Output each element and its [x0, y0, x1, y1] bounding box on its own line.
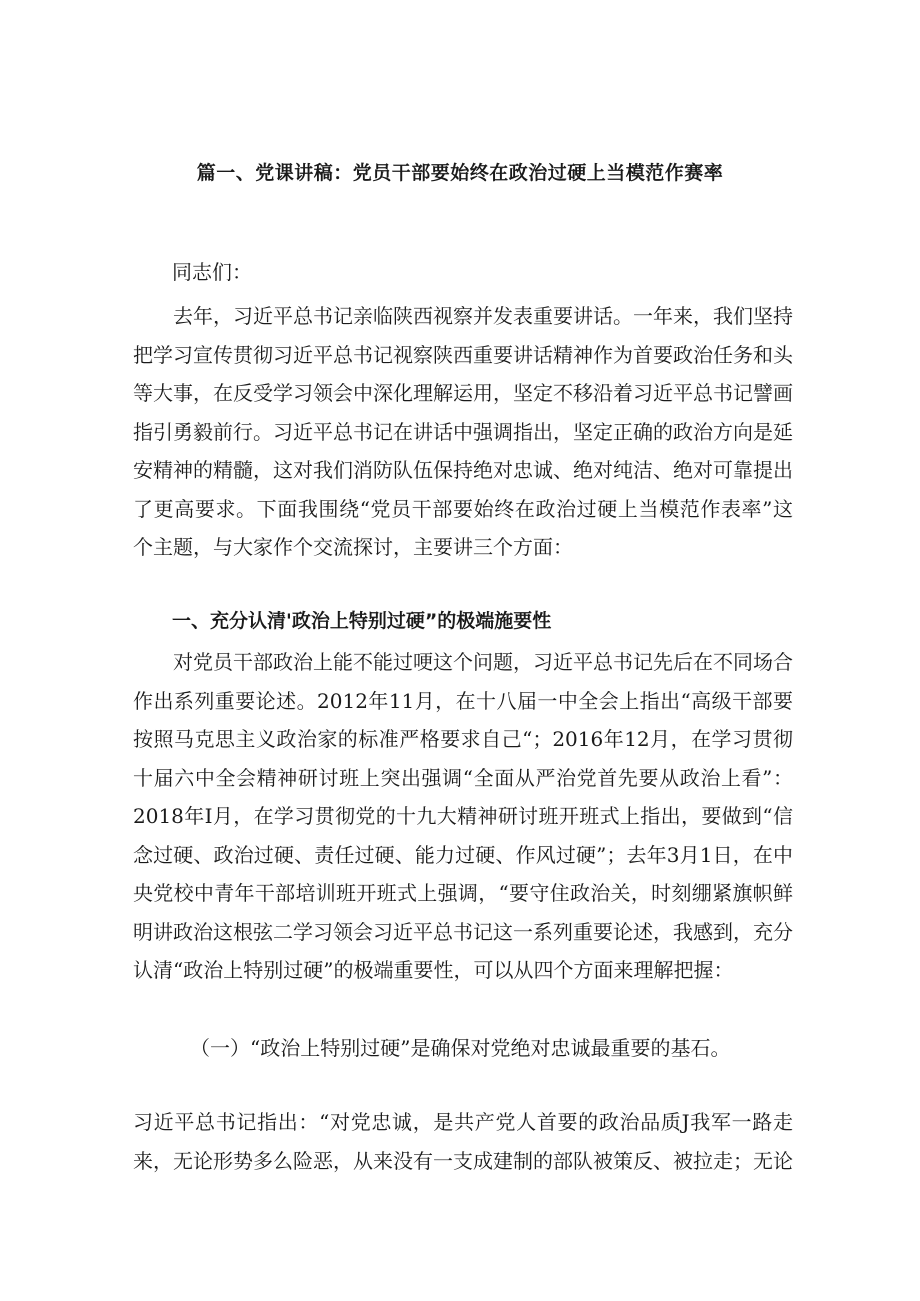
- paragraph-subsection-1: 习近平总书记指出：“对党忠诚，是共产党人首要的政治品质J我军一路走来，无论形势多么险恶，从来没有一支成建制的部队被策反、被拉走；无论: [133, 1110, 793, 1173]
- paragraph-intro: 去年，习近平总书记亲临陕西视察并发表重要讲话。一年来，我们坚持把学习宣传贯彻习近平总书记视察陕西重要讲话精神作为首要政治任务和头等大事，在反受学习领会中深化理解运用，坚定不移沿着习近平总书记譬画指引勇毅前行。习近平总书记在讲话中强调指出，坚定正确的政治方向是延安精神的精髓，这对我们消防队伍保持绝对忠诚、绝对纯洁、绝对可靠提出了更高要求。下面我围绕“党员干部要始终在政治过硬上当模范作表率”这个主题，与大家作个交流探讨，主要讲三个方面：: [133, 304, 793, 559]
- document-title: 篇一、党课讲稿：党员干部要始终在政治过硬上当模范作赛率: [196, 162, 724, 184]
- section-heading-1: 一、充分认清'政治上特别过硬”的极端施要性: [172, 610, 552, 632]
- paragraph-section-1: 对党员干部政治上能不能过哽这个问题，习近平总书记先后在不同场合作出系列重要论述。2012年11月，在十八届一中全会上指出“高级干部要按照马克思主义政治家的标准严格要求自己“；2016年12月，在学习贯彻十届六中全会精神研讨班上突出强调“全面从严治党首先要从政治上看”：2018年I月，在学习贯彻党的十九大精神研讨班开班式上指出，要做到“信念过硬、政治过硬、责任过硬、能力过硬、作风过硬”；去年3月1日，在中央党校中青年干部培训班开班式上强调，“要守住政治关，时刻绷紧旗帜鲜明讲政治这根弦二学习领会习近平总书记这一系列重要论述，我感到，充分认清“政治上特别过硬”的极端重要性，可以从四个方面来理解把握：: [133, 650, 793, 982]
- subsection-heading-1: （一）“政治上特别过硬”是确保对党绝对忠诚最重要的基石。: [190, 1036, 731, 1060]
- salutation: 同志们：: [172, 260, 252, 284]
